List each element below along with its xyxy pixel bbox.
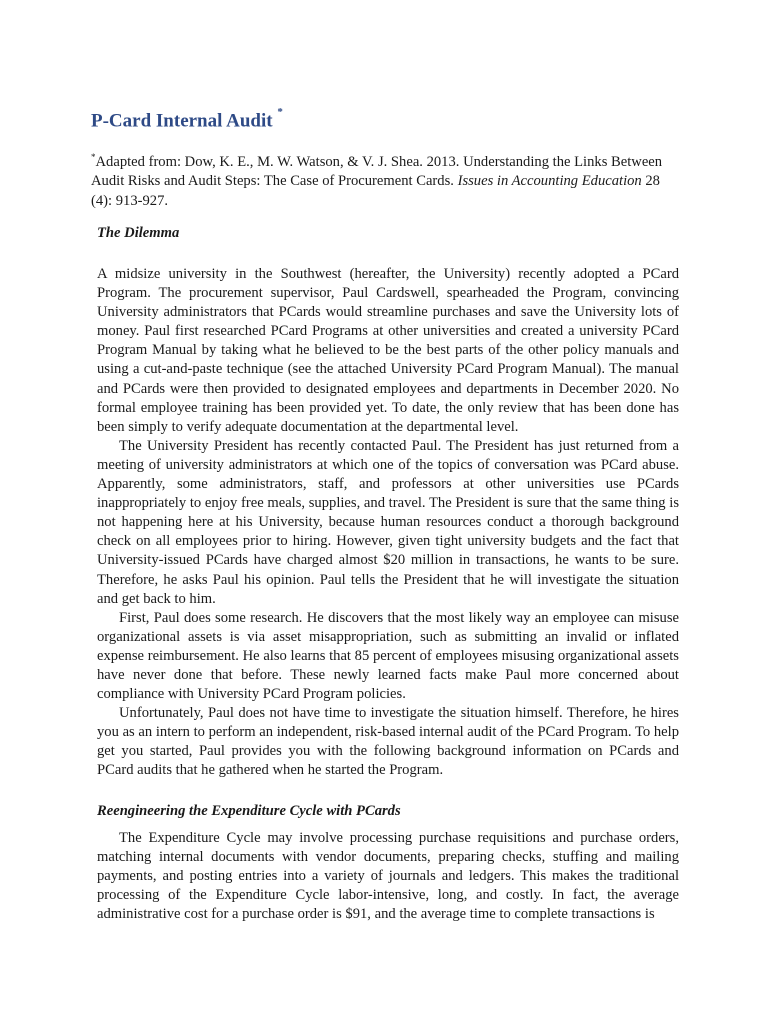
- section-body-reengineering: [97, 829, 679, 924]
- paragraph: The University President has recently contacted Paul. The President has just returned from a meeting of university administrators at which one of the topics of conversation was PCard abuse. Apparently, some administrators, staff, and professors at other universities use PCards inappropriately to enjoy free meals, supplies, and travel. The President is sure that the same thing is not happening here at his University, because human resources conduct a thorough background check on all employees prior to hiring. However, given tight university budgets and the fact that University-issued PCards have charged almost $20 million in transactions, he wants to be sure. Therefore, he asks Paul his opinion. Paul tells the President that he will investigate the situation and get back to him.: [97, 437, 679, 607]
- citation-volume: 28 (4): 913-927.: [91, 173, 660, 209]
- paragraph: The Expenditure Cycle may involve processing purchase requisitions and purchase orders, matching internal documents with vendor documents, preparing checks, stuffing and mailing payments, and posting entries into a variety of journals and ledgers. This makes the traditional processing of the Expenditure Cycle labor-intensive, long, and costly. In fact, the average administrative cost for a purchase order is $91, and the average time to complete transactions is: [97, 830, 679, 923]
- citation-marker: *: [91, 152, 96, 162]
- section-body-dilemma: [97, 265, 679, 781]
- citation-text: Adapted from: Dow, K. E., M. W. Watson, & V. J. Shea. 2013. Understanding the Links Between Audit Risks and Audit Steps: The Case of Procurement Cards.: [91, 153, 663, 190]
- citation-note: [91, 148, 671, 211]
- document-title: P-Card Internal Audit *: [91, 106, 283, 132]
- paragraph: Unfortunately, Paul does not have time to investigate the situation himself. Therefore, he hires you as an intern to perform an independent, risk-based internal audit of the PCard Program. To help get you started, Paul provides you with the following background information on PCards and PCard audits that he gathered when he started the Program.: [97, 705, 679, 779]
- title-footnote-marker: *: [277, 106, 283, 118]
- section-heading-dilemma: The Dilemma: [97, 225, 180, 241]
- citation-journal: Issues in Accounting Education: [457, 173, 642, 190]
- paragraph: First, Paul does some research. He discovers that the most likely way an employee can misuse organizational assets is via asset misappropriation, such as submitting an invalid or inflated expense reimbursement. He also learns that 85 percent of employees misusing organizational assets have never done that before. These newly learned facts make Paul more concerned about compliance with University PCard Program policies.: [97, 609, 679, 703]
- paragraph: A midsize university in the Southwest (hereafter, the University) recently adopted a PCard Program. The procurement supervisor, Paul Cardswell, spearheaded the Program, convincing University administrators that PCards would streamline purchases and save the University lots of money. Paul first researched PCard Programs at other universities and created a university PCard Program Manual by taking what he believed to be the best parts of the other policy manuals and using a cut-and-paste technique (see the attached University PCard Program Manual). The manual and PCards were then provided to designated employees and departments in December 2020. No formal employee training has been provided yet. To date, the only review that has been done has been simply to verify adequate documentation at the departmental level.: [97, 266, 679, 435]
- section-heading-reengineering: Reengineering the Expenditure Cycle with PCards: [97, 803, 401, 819]
